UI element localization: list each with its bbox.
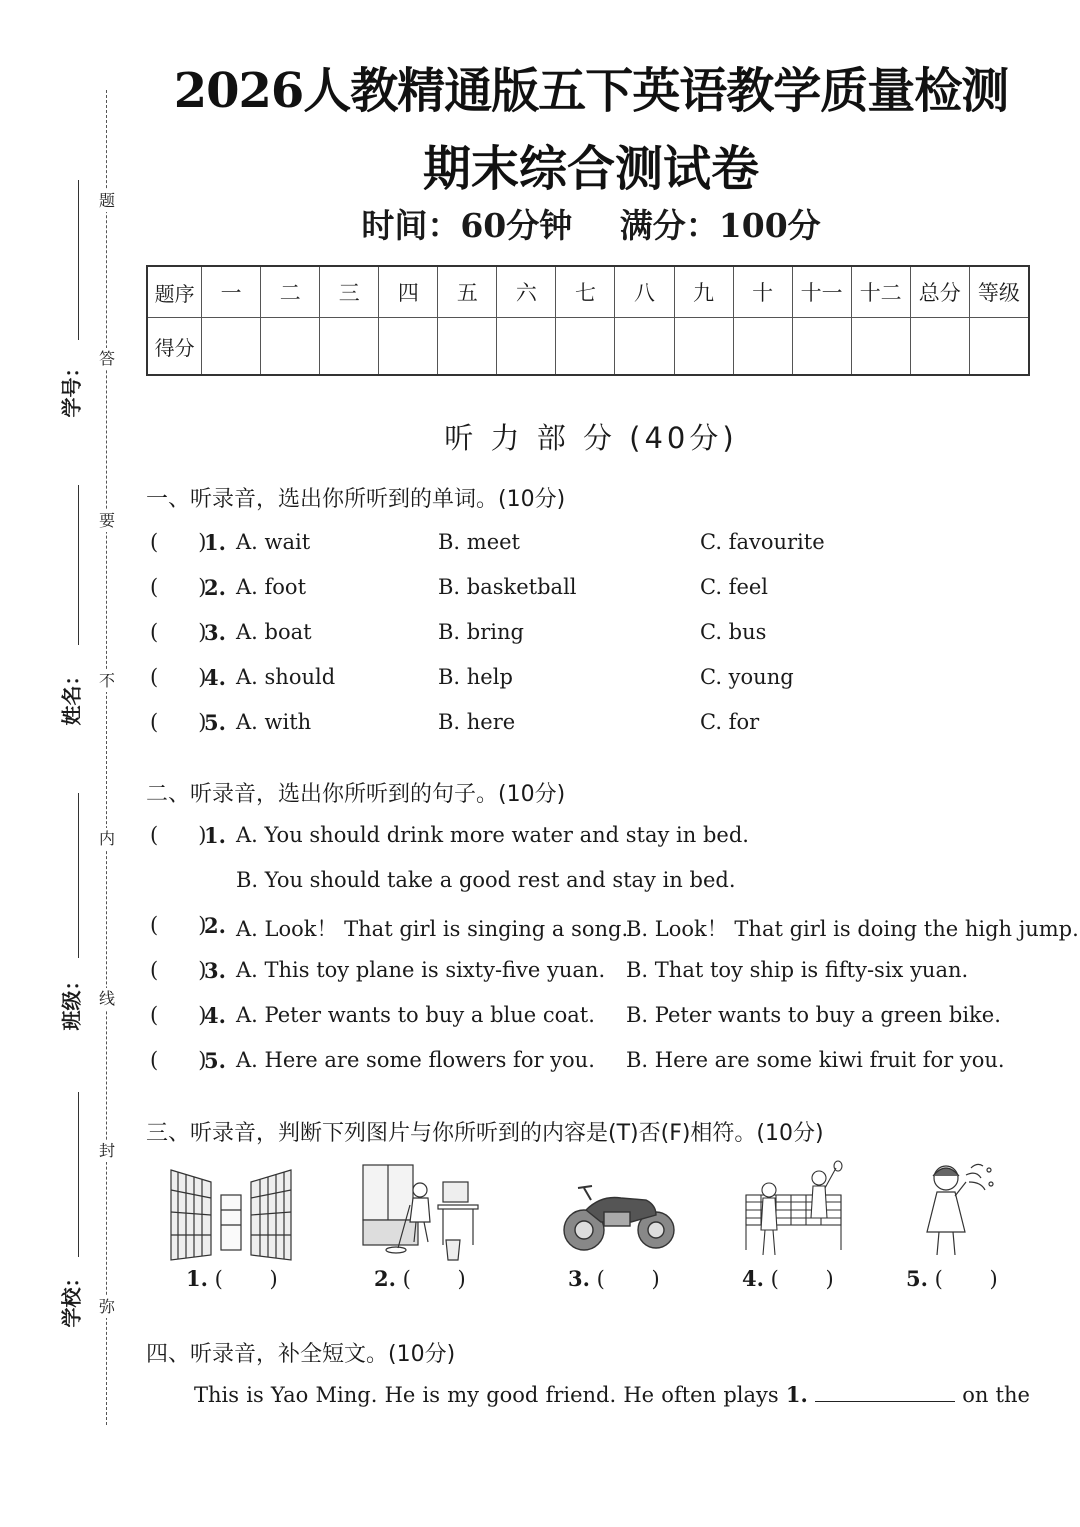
seal-char: 弥 — [98, 1297, 115, 1316]
fill-blank-1[interactable] — [815, 1383, 955, 1402]
score-cell[interactable] — [674, 318, 733, 376]
score-cell[interactable] — [733, 318, 792, 376]
listening-section-header: 听 力 部 分 (40分) — [444, 421, 738, 455]
score-header-cell: 等级 — [969, 266, 1029, 318]
motorbike-icon — [556, 1160, 686, 1265]
answer-blank[interactable]: ( ) — [150, 530, 207, 554]
option-b: B. basketball — [438, 575, 577, 599]
exam-full-score: 满分：100分 — [619, 206, 821, 245]
score-header-cell: 一 — [202, 266, 261, 318]
score-header-cell: 六 — [497, 266, 556, 318]
answer-blank[interactable]: ( ) — [150, 958, 207, 982]
option-b: B. help — [438, 665, 513, 689]
q3-answer-2[interactable]: 2. ( ) — [374, 1266, 466, 1291]
exam-title: 2026人教精通版五下英语教学质量检测 — [173, 63, 1009, 119]
answer-blank[interactable]: ( ) — [150, 620, 207, 644]
score-cell[interactable] — [792, 318, 851, 376]
option-c: C. young — [700, 665, 794, 689]
answer-blank[interactable]: ( ) — [150, 1048, 207, 1072]
score-header-cell: 九 — [674, 266, 733, 318]
binding-margin: 题 答 要 不 内 线 封 弥 学号： 姓名： 班级： 学校： — [0, 0, 140, 1527]
q3-answer-1[interactable]: 1. ( ) — [186, 1266, 278, 1291]
option-c: C. feel — [700, 575, 769, 599]
option-c: C. favourite — [700, 530, 825, 554]
answer-blank[interactable]: ( ) — [150, 913, 207, 937]
seal-char: 封 — [98, 1141, 115, 1160]
exam-subtitle: 期末综合测试卷 — [422, 141, 759, 197]
score-cell[interactable] — [438, 318, 497, 376]
children-playing-badminton-icon — [741, 1160, 871, 1265]
score-header-cell: 五 — [438, 266, 497, 318]
q4-title: 四、听录音，补全短文。(10分) — [146, 1342, 456, 1367]
answer-blank[interactable]: ( ) — [150, 665, 207, 689]
option-b: B. You should take a good rest and stay in bed. — [236, 868, 736, 892]
option-b: B. meet — [438, 530, 520, 554]
option-c: C. bus — [700, 620, 767, 644]
option-a: A. should — [236, 665, 336, 689]
seal-char: 内 — [98, 829, 115, 848]
score-table-score-row — [147, 318, 1029, 376]
option-a: A. You should drink more water and stay in bed. — [236, 823, 749, 847]
option-a: A. This toy plane is sixty-five yuan. — [236, 958, 606, 982]
seal-char: 不 — [98, 671, 115, 690]
answer-blank[interactable]: ( ) — [150, 710, 207, 734]
q3-answer-5[interactable]: 5. ( ) — [906, 1266, 998, 1291]
score-cell[interactable] — [910, 318, 969, 376]
q2-title: 二、听录音，选出你所听到的句子。(10分) — [146, 782, 566, 807]
option-b: B. Here are some kiwi fruit for you. — [626, 1048, 1005, 1072]
option-c: C. for — [700, 710, 760, 734]
score-cell[interactable] — [202, 318, 261, 376]
option-a: A. wait — [236, 530, 311, 554]
answer-blank[interactable]: ( ) — [150, 823, 207, 847]
option-a: A. Peter wants to buy a blue coat. — [236, 1003, 595, 1027]
q4-passage: This is Yao Ming. He is my good friend. He often plays 1. on the — [194, 1382, 1030, 1407]
option-b: B. That toy ship is fifty-six yuan. — [626, 958, 969, 982]
option-a: A. foot — [236, 575, 307, 599]
score-header-cell: 十二 — [851, 266, 910, 318]
option-a: A. Look！ That girl is singing a song. — [236, 917, 629, 941]
option-a: A. with — [236, 710, 312, 734]
score-table — [146, 265, 1030, 376]
seal-char: 题 — [98, 191, 115, 210]
seal-char: 线 — [98, 989, 115, 1008]
score-table-header-row — [147, 266, 1029, 318]
score-cell[interactable] — [379, 318, 438, 376]
score-cell[interactable] — [497, 318, 556, 376]
score-cell[interactable] — [851, 318, 910, 376]
option-a: A. boat — [236, 620, 312, 644]
score-cell[interactable] — [320, 318, 379, 376]
score-cell[interactable] — [615, 318, 674, 376]
girl-sneezing-icon — [911, 1160, 1041, 1265]
score-header-cell: 十一 — [792, 266, 851, 318]
score-header-cell: 题序 — [147, 266, 202, 318]
library-shelves-icon — [166, 1160, 296, 1265]
score-header-cell: 三 — [320, 266, 379, 318]
exam-time: 时间：60分钟 — [361, 206, 573, 245]
score-cell[interactable] — [556, 318, 615, 376]
answer-blank[interactable]: ( ) — [150, 1003, 207, 1027]
q3-answer-4[interactable]: 4. ( ) — [742, 1266, 834, 1291]
score-cell[interactable] — [969, 318, 1029, 376]
seal-char: 要 — [98, 511, 115, 530]
score-row-label: 得分 — [147, 318, 202, 376]
option-b: B. Look！ That girl is doing the high jump. — [626, 917, 1079, 941]
score-header-cell: 二 — [261, 266, 320, 318]
score-header-cell: 八 — [615, 266, 674, 318]
score-cell[interactable] — [261, 318, 320, 376]
score-header-cell: 七 — [556, 266, 615, 318]
seal-char: 答 — [98, 349, 115, 368]
option-b: B. here — [438, 710, 516, 734]
option-b: B. bring — [438, 620, 524, 644]
q3-title: 三、听录音，判断下列图片与你所听到的内容是(T)否(F)相符。(10分) — [146, 1121, 824, 1146]
score-header-cell: 总分 — [910, 266, 969, 318]
answer-blank[interactable]: ( ) — [150, 575, 207, 599]
exam-info — [146, 200, 1036, 247]
q1-title: 一、听录音，选出你所听到的单词。(10分) — [146, 487, 566, 512]
option-a: A. Here are some flowers for you. — [236, 1048, 595, 1072]
score-header-cell: 四 — [379, 266, 438, 318]
girl-cleaning-room-icon — [358, 1160, 488, 1265]
q3-answer-3[interactable]: 3. ( ) — [568, 1266, 660, 1291]
seal-dashed-line — [106, 90, 107, 1425]
option-b: B. Peter wants to buy a green bike. — [626, 1003, 1001, 1027]
score-header-cell: 十 — [733, 266, 792, 318]
